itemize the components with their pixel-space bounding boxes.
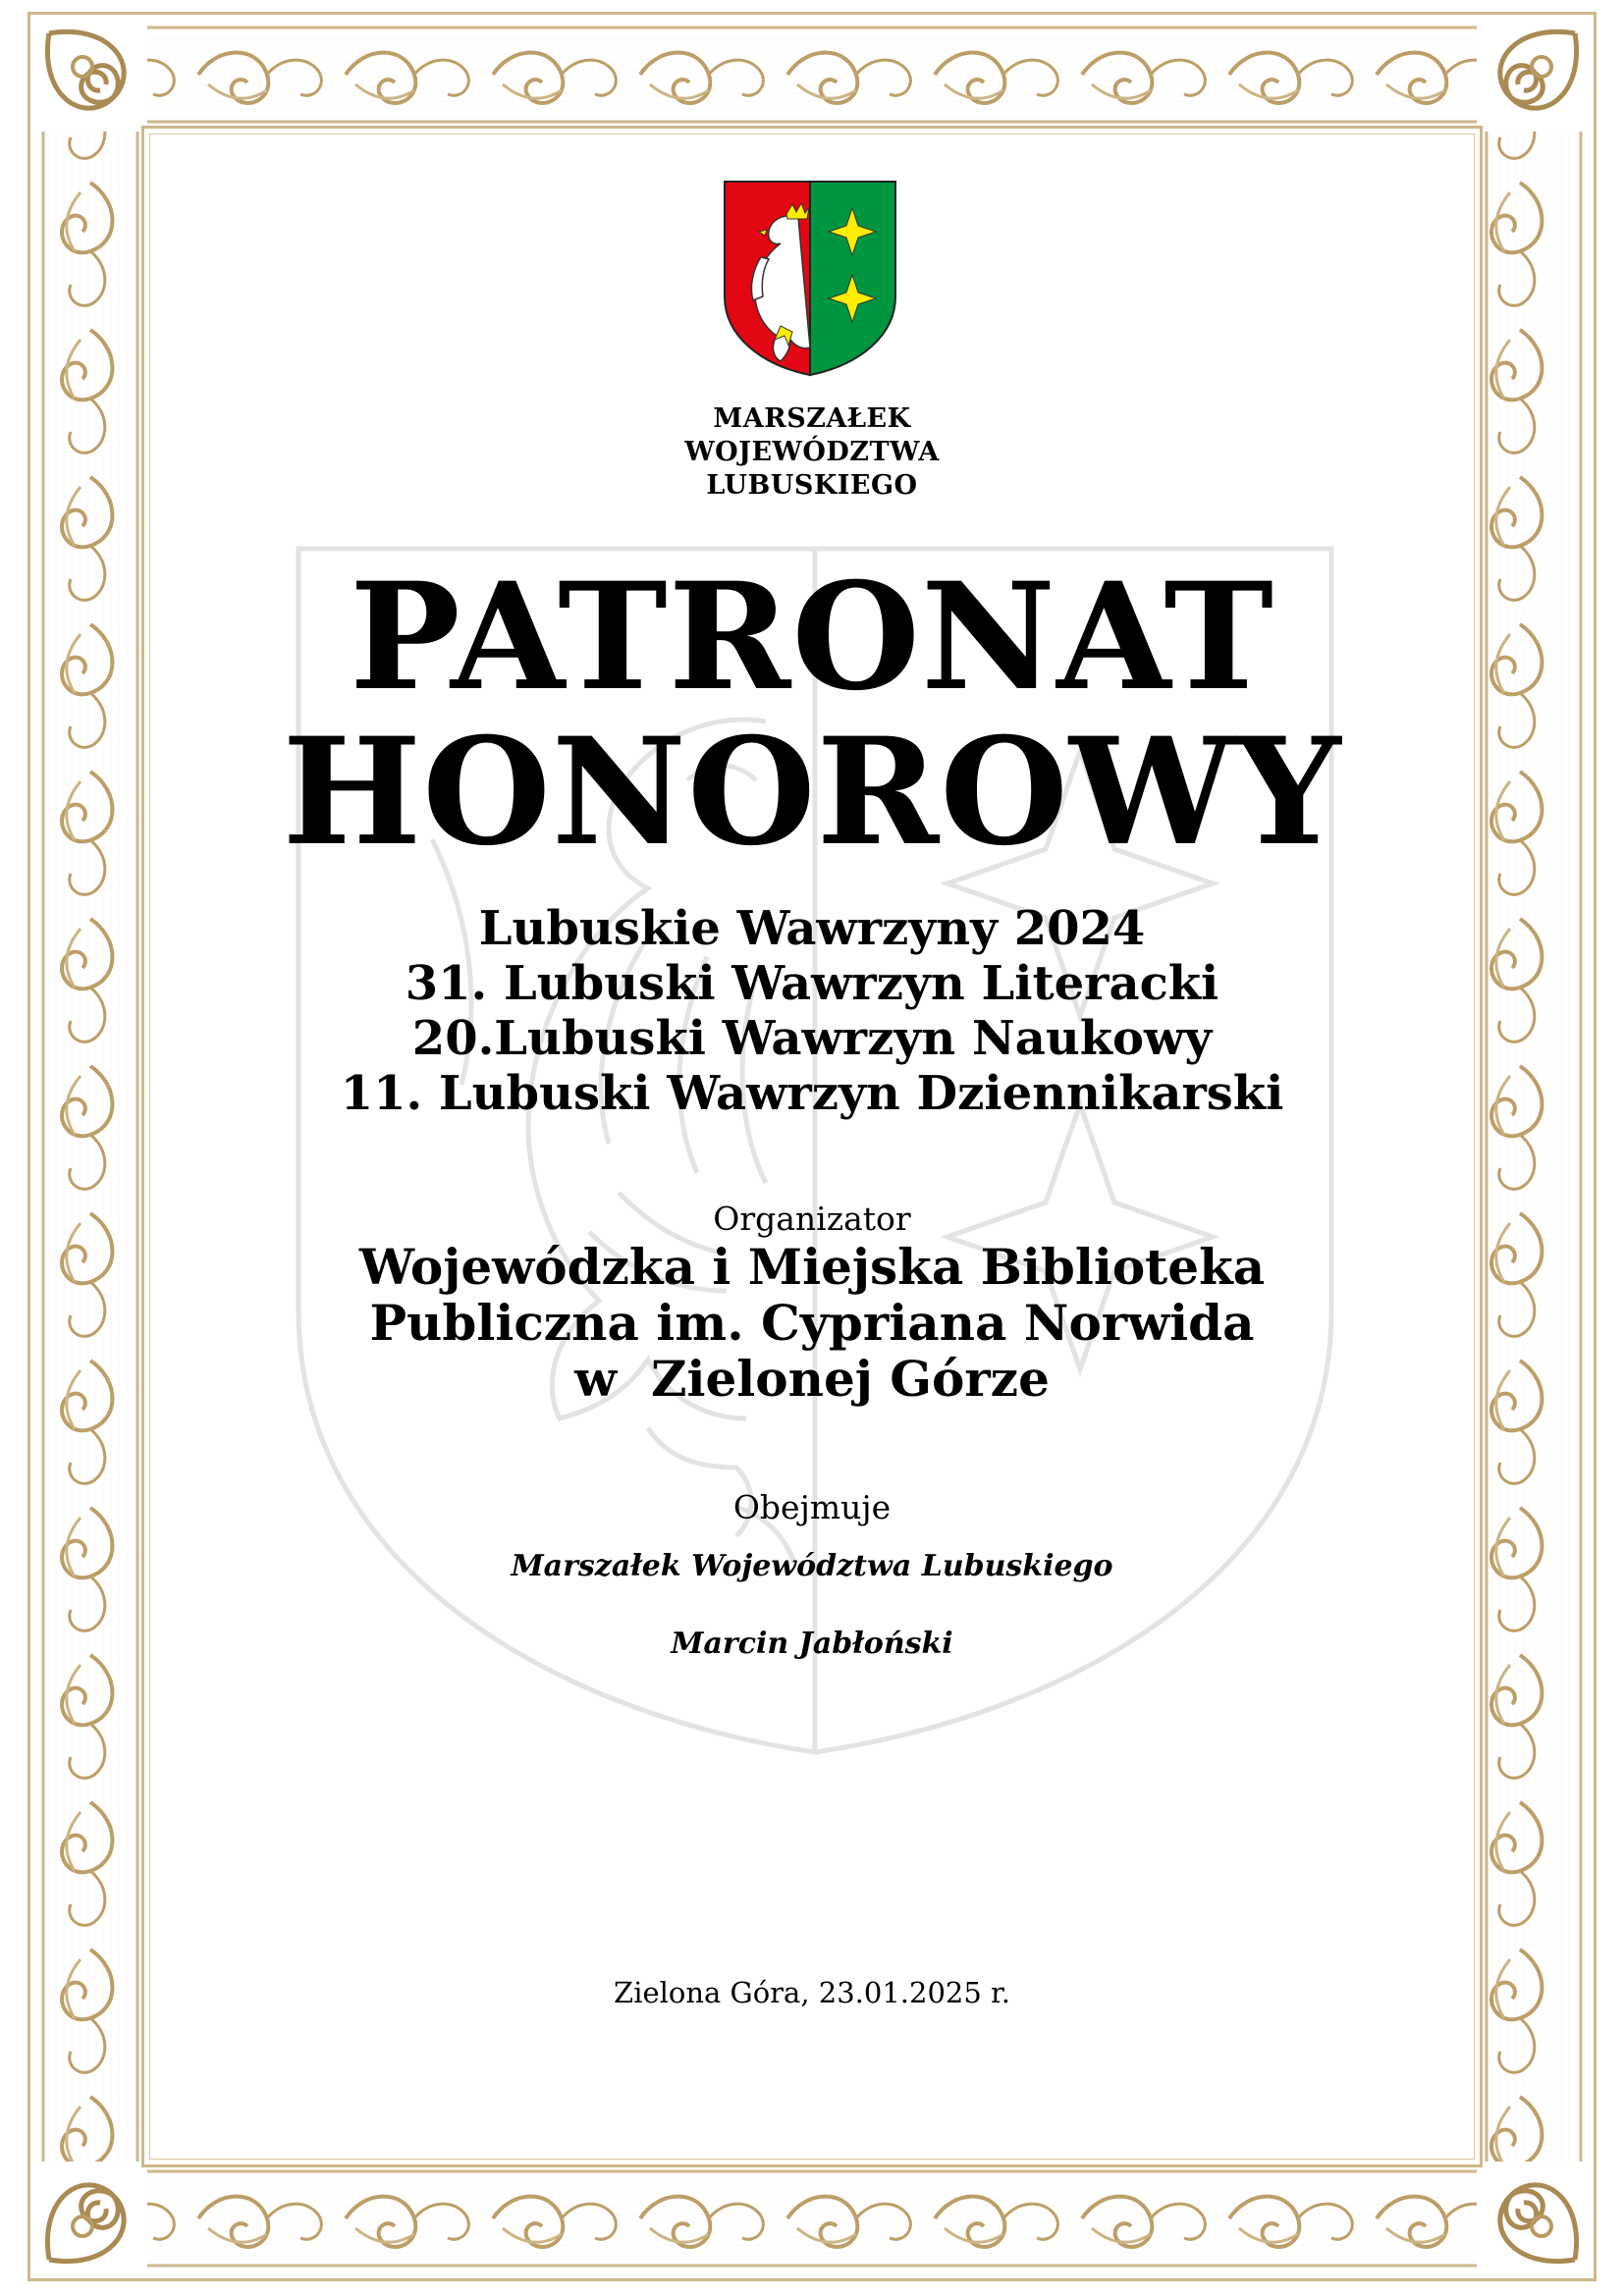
issuer-line: MARSZAŁEK bbox=[713, 403, 911, 434]
patron-label: Obejmuje bbox=[732, 1488, 892, 1526]
organizer-label: Organizator bbox=[713, 1200, 911, 1238]
issuer-line: LUBUSKIEGO bbox=[706, 470, 918, 501]
issuer-name bbox=[0, 402, 1624, 503]
organizer-name bbox=[0, 1239, 1624, 1407]
patron-name: Marcin Jabłoński bbox=[671, 1627, 953, 1661]
organizer-line: Wojewódzka i Miejska Biblioteka bbox=[358, 1238, 1266, 1296]
title-line-2: HONOROWY bbox=[282, 706, 1342, 879]
award-item: 20.Lubuski Wawrzyn Naukowy bbox=[411, 1011, 1213, 1066]
patron-title: Marszałek Województwa Lubuskiego bbox=[511, 1549, 1113, 1583]
document-title bbox=[0, 551, 1624, 879]
place-and-date: Zielona Góra, 23.01.2025 r. bbox=[614, 1976, 1010, 2009]
frame-top-band bbox=[39, 24, 1585, 126]
lubuskie-coat-of-arms-icon bbox=[722, 179, 898, 380]
award-item: 31. Lubuski Wawrzyn Literacki bbox=[405, 956, 1219, 1011]
organizer-line: Publiczna im. Cypriana Norwida bbox=[369, 1294, 1255, 1352]
issuer-line: WOJEWÓDZTWA bbox=[684, 437, 940, 467]
title-line-1: PATRONAT bbox=[350, 551, 1274, 723]
frame-right-band bbox=[1483, 24, 1585, 2269]
frame-bottom-band bbox=[39, 2167, 1585, 2269]
awards-list bbox=[0, 901, 1624, 1121]
award-item: 11. Lubuski Wawrzyn Dziennikarski bbox=[340, 1066, 1284, 1121]
award-item: Lubuskie Wawrzyny 2024 bbox=[478, 901, 1146, 956]
organizer-line: w Zielonej Górze bbox=[574, 1350, 1050, 1408]
frame-left-band bbox=[39, 24, 141, 2269]
